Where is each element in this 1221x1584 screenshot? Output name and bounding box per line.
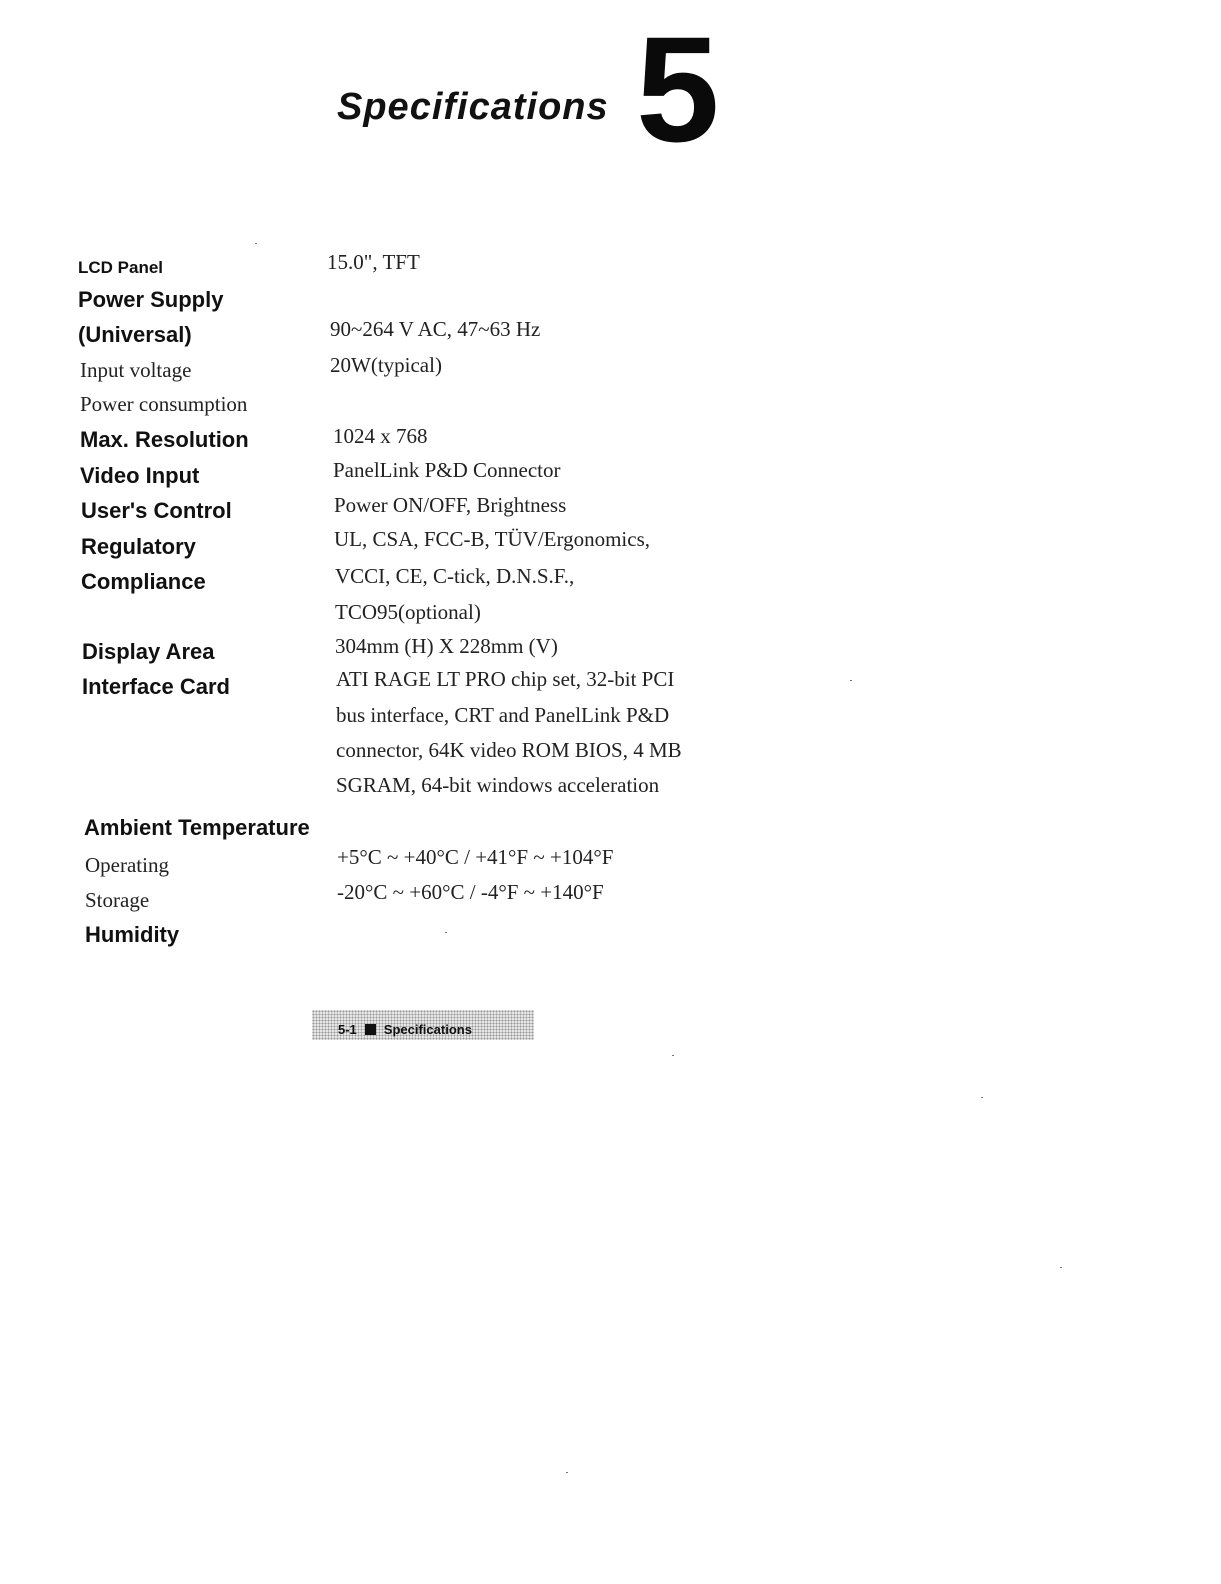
max-resolution-value: 1024 x 768 <box>333 424 428 448</box>
users-control-value: Power ON/OFF, Brightness <box>334 493 567 517</box>
lcd-panel-label: LCD Panel <box>78 258 164 277</box>
universal-value: 90~264 V AC, 47~63 Hz <box>330 317 541 341</box>
compliance-extra-value: TCO95(optional) <box>335 600 481 624</box>
compliance-label: Compliance <box>81 569 206 594</box>
users-control-label: User's Control <box>81 498 232 523</box>
input-voltage-label: Input voltage <box>80 358 192 382</box>
operating-value: +5°C ~ +40°C / +41°F ~ +104°F <box>337 845 614 869</box>
chapter-number: 5 <box>636 5 720 173</box>
scan-speck <box>672 1055 674 1056</box>
scan-speck <box>566 1472 568 1473</box>
max-resolution-label: Max. Resolution <box>80 427 249 452</box>
scan-speck <box>445 932 447 933</box>
operating-label: Operating <box>85 853 169 877</box>
footer-page-number: 5-1 <box>338 1022 357 1037</box>
interface-card-line: ATI RAGE LT PRO chip set, 32-bit PCI <box>336 667 675 691</box>
interface-card-line: SGRAM, 64-bit windows acceleration <box>336 773 660 797</box>
scan-speck <box>255 243 257 244</box>
video-input-value: PanelLink P&D Connector <box>333 458 561 482</box>
display-area-label: Display Area <box>82 639 215 664</box>
interface-card-line: connector, 64K video ROM BIOS, 4 MB <box>336 738 682 762</box>
scan-speck <box>1060 1267 1062 1268</box>
humidity-label: Humidity <box>85 922 180 947</box>
regulatory-value: UL, CSA, FCC-B, TÜV/Ergonomics, <box>334 527 651 551</box>
storage-value: -20°C ~ +60°C / -4°F ~ +140°F <box>337 880 604 904</box>
input-voltage-value: 20W(typical) <box>330 353 442 377</box>
power-supply-label: Power Supply <box>78 287 224 312</box>
storage-label: Storage <box>85 888 150 912</box>
square-bullet-icon <box>365 1024 376 1035</box>
scan-speck <box>850 680 852 681</box>
interface-card-label: Interface Card <box>82 674 230 699</box>
lcd-panel-value: 15.0", TFT <box>327 250 420 274</box>
interface-card-line: bus interface, CRT and PanelLink P&D <box>336 703 670 727</box>
display-area-value: 304mm (H) X 228mm (V) <box>335 634 558 658</box>
footer-label <box>338 1022 472 1037</box>
page-title: Specifications <box>337 86 609 128</box>
scan-speck <box>981 1097 983 1098</box>
power-consumption-label: Power consumption <box>80 392 248 416</box>
universal-label: (Universal) <box>78 322 192 347</box>
video-input-label: Video Input <box>80 463 200 488</box>
footer-section: Specifications <box>383 1022 472 1037</box>
regulatory-label: Regulatory <box>81 534 196 559</box>
ambient-temperature-label: Ambient Temperature <box>84 815 310 840</box>
compliance-value: VCCI, CE, C-tick, D.N.S.F., <box>335 564 575 588</box>
